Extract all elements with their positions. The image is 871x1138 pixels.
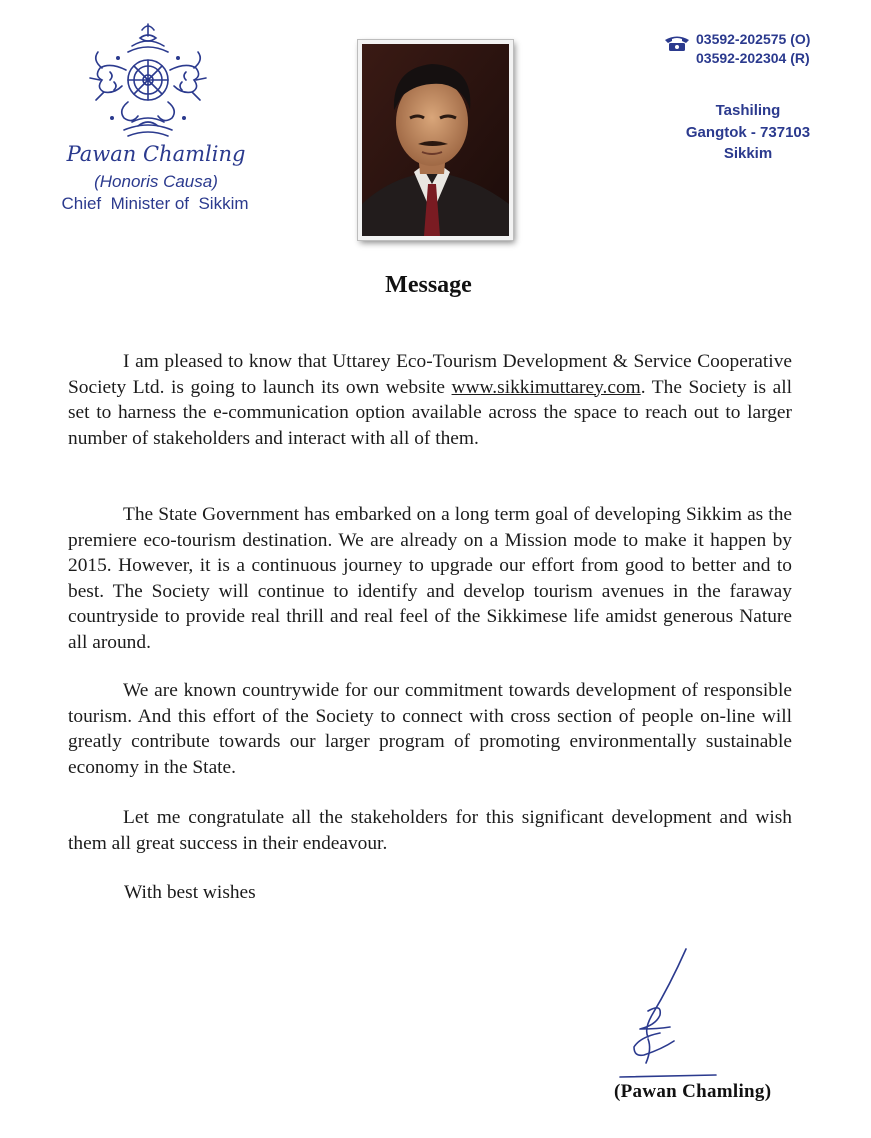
address-line3: Sikkim (723, 145, 773, 162)
website-link[interactable]: www.sikkimuttarey.com (451, 376, 641, 398)
letterhead-honorific: (Honoris Causa) (94, 172, 218, 191)
paragraph-2 (68, 502, 792, 655)
portrait-image (362, 44, 509, 236)
paragraph-1 (68, 349, 792, 451)
paragraph-3 (68, 678, 792, 780)
closing-line: With best wishes (124, 882, 256, 903)
letterhead-title: Chief Minister of Sikkim (61, 194, 249, 213)
paragraph-2-text: The State Government has embarked on a long term goal of developing Sikkim as the premiere eco-tourism destination. We are already on a Mission mode to make it happen by 2015. However, it is a continuous journey to upgrade our effort from good to better and to best. The Society will continue to identify and develop tourism avenues in the faraway countryside to provide real thrill and real feel of the Sikkimese life amidst generous Nature all around. (68, 504, 792, 653)
signature-name: (Pawan Chamling) (614, 1081, 772, 1102)
paragraph-1-text-end: . The Society is all set to harness the e-communication option available across the space to reach out to larger number of stakeholders and interact with all of them. (68, 376, 792, 449)
letterhead-name: Pawan Chamling (66, 142, 246, 166)
phone-residence: 03592-202304 (R) (696, 50, 810, 66)
paragraph-4-text: Let me congratulate all the stakeholders for this significant development and wish them all great success in their endeavour. (68, 807, 792, 854)
portrait-photo (358, 40, 513, 240)
address-line1: Tashiling (715, 102, 781, 119)
telephone-icon (664, 34, 690, 52)
address-line2: Gangtok - 737103 (685, 124, 811, 141)
paragraph-3-text: We are known countrywide for our commitment towards development of responsible tourism. And this effort of the Society to connect with cross section of people on-line will greatly contribute towards our larger program of promoting environmentally sustainable economy in the State. (68, 680, 792, 778)
message-heading: Message (385, 272, 472, 298)
paragraph-4 (68, 805, 792, 856)
sikkim-state-emblem-icon (88, 22, 208, 140)
paragraph-1-text-start: I am pleased to know that Uttarey Eco-Tourism Development & Service Cooperative Society Ltd. is going to launch its own website (68, 351, 792, 398)
phone-office: 03592-202575 (O) (696, 31, 811, 47)
handwritten-signature (600, 945, 730, 1085)
